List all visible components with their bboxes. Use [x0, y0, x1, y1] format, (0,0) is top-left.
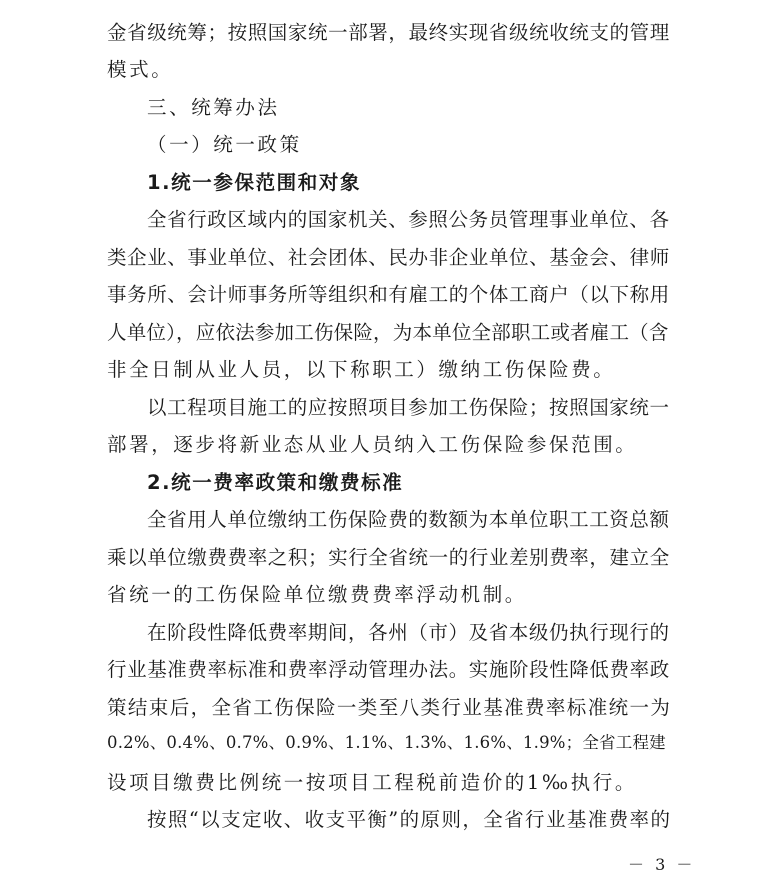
text-line: 策结束后，全省工伤保险一类至八类行业基准费率标准统一为 — [107, 696, 672, 719]
item-heading: 1.统一参保范围和对象 — [147, 171, 362, 194]
text-line: 模式。 — [107, 58, 174, 81]
text-line: 在阶段性降低费率期间，各州（市）及省本级仍执行现行的 — [147, 621, 670, 644]
text-line: 非全日制从业人员，以下称职工）缴纳工伤保险费。 — [107, 358, 616, 381]
text-line: 以工程项目施工的应按照项目参加工伤保险；按照国家统一 — [147, 396, 670, 419]
text-line: 金省级统筹；按照国家统一部署，最终实现省级统收统支的管理 — [107, 21, 670, 44]
text-line: 人单位），应依法参加工伤保险，为本单位全部职工或者雇工（含 — [107, 321, 669, 344]
text-line: 类企业、事业单位、社会团体、民办非企业单位、基金会、律师 — [107, 246, 670, 269]
text-line: 行业基准费率标准和费率浮动管理办法。实施阶段性降低费率政 — [107, 658, 670, 681]
text-line: 设项目缴费比例统一按项目工程税前造价的1‰执行。 — [107, 771, 637, 794]
text-line: 事务所、会计师事务所等组织和有雇工的个体工商户（以下称用 — [107, 283, 670, 306]
item-heading: 2.统一费率政策和缴费标准 — [147, 471, 404, 494]
text-line: 部署，逐步将新业态从业人员纳入工伤保险参保范围。 — [107, 433, 638, 456]
text-line: 按照“以支定收、收支平衡”的原则，全省行业基准费率的 — [147, 808, 672, 831]
section-heading: 三、统筹办法 — [147, 96, 280, 119]
text-line: 0.2%、0.4%、0.7%、0.9%、1.1%、1.3%、1.6%、1.9%；全省工程建 — [107, 733, 666, 752]
text-line: 乘以单位缴费费率之积；实行全省统一的行业差别费率，建立全 — [107, 546, 670, 569]
text-line: 全省行政区域内的国家机关、参照公务员管理事业单位、各 — [147, 208, 670, 231]
page-number: － 3 － — [628, 855, 696, 874]
text-line: 全省用人单位缴纳工伤保险费的数额为本单位职工工资总额 — [147, 508, 670, 531]
subsection-heading: （一）统一政策 — [147, 133, 302, 156]
text-line: 省统一的工伤保险单位缴费费率浮动机制。 — [107, 583, 527, 606]
